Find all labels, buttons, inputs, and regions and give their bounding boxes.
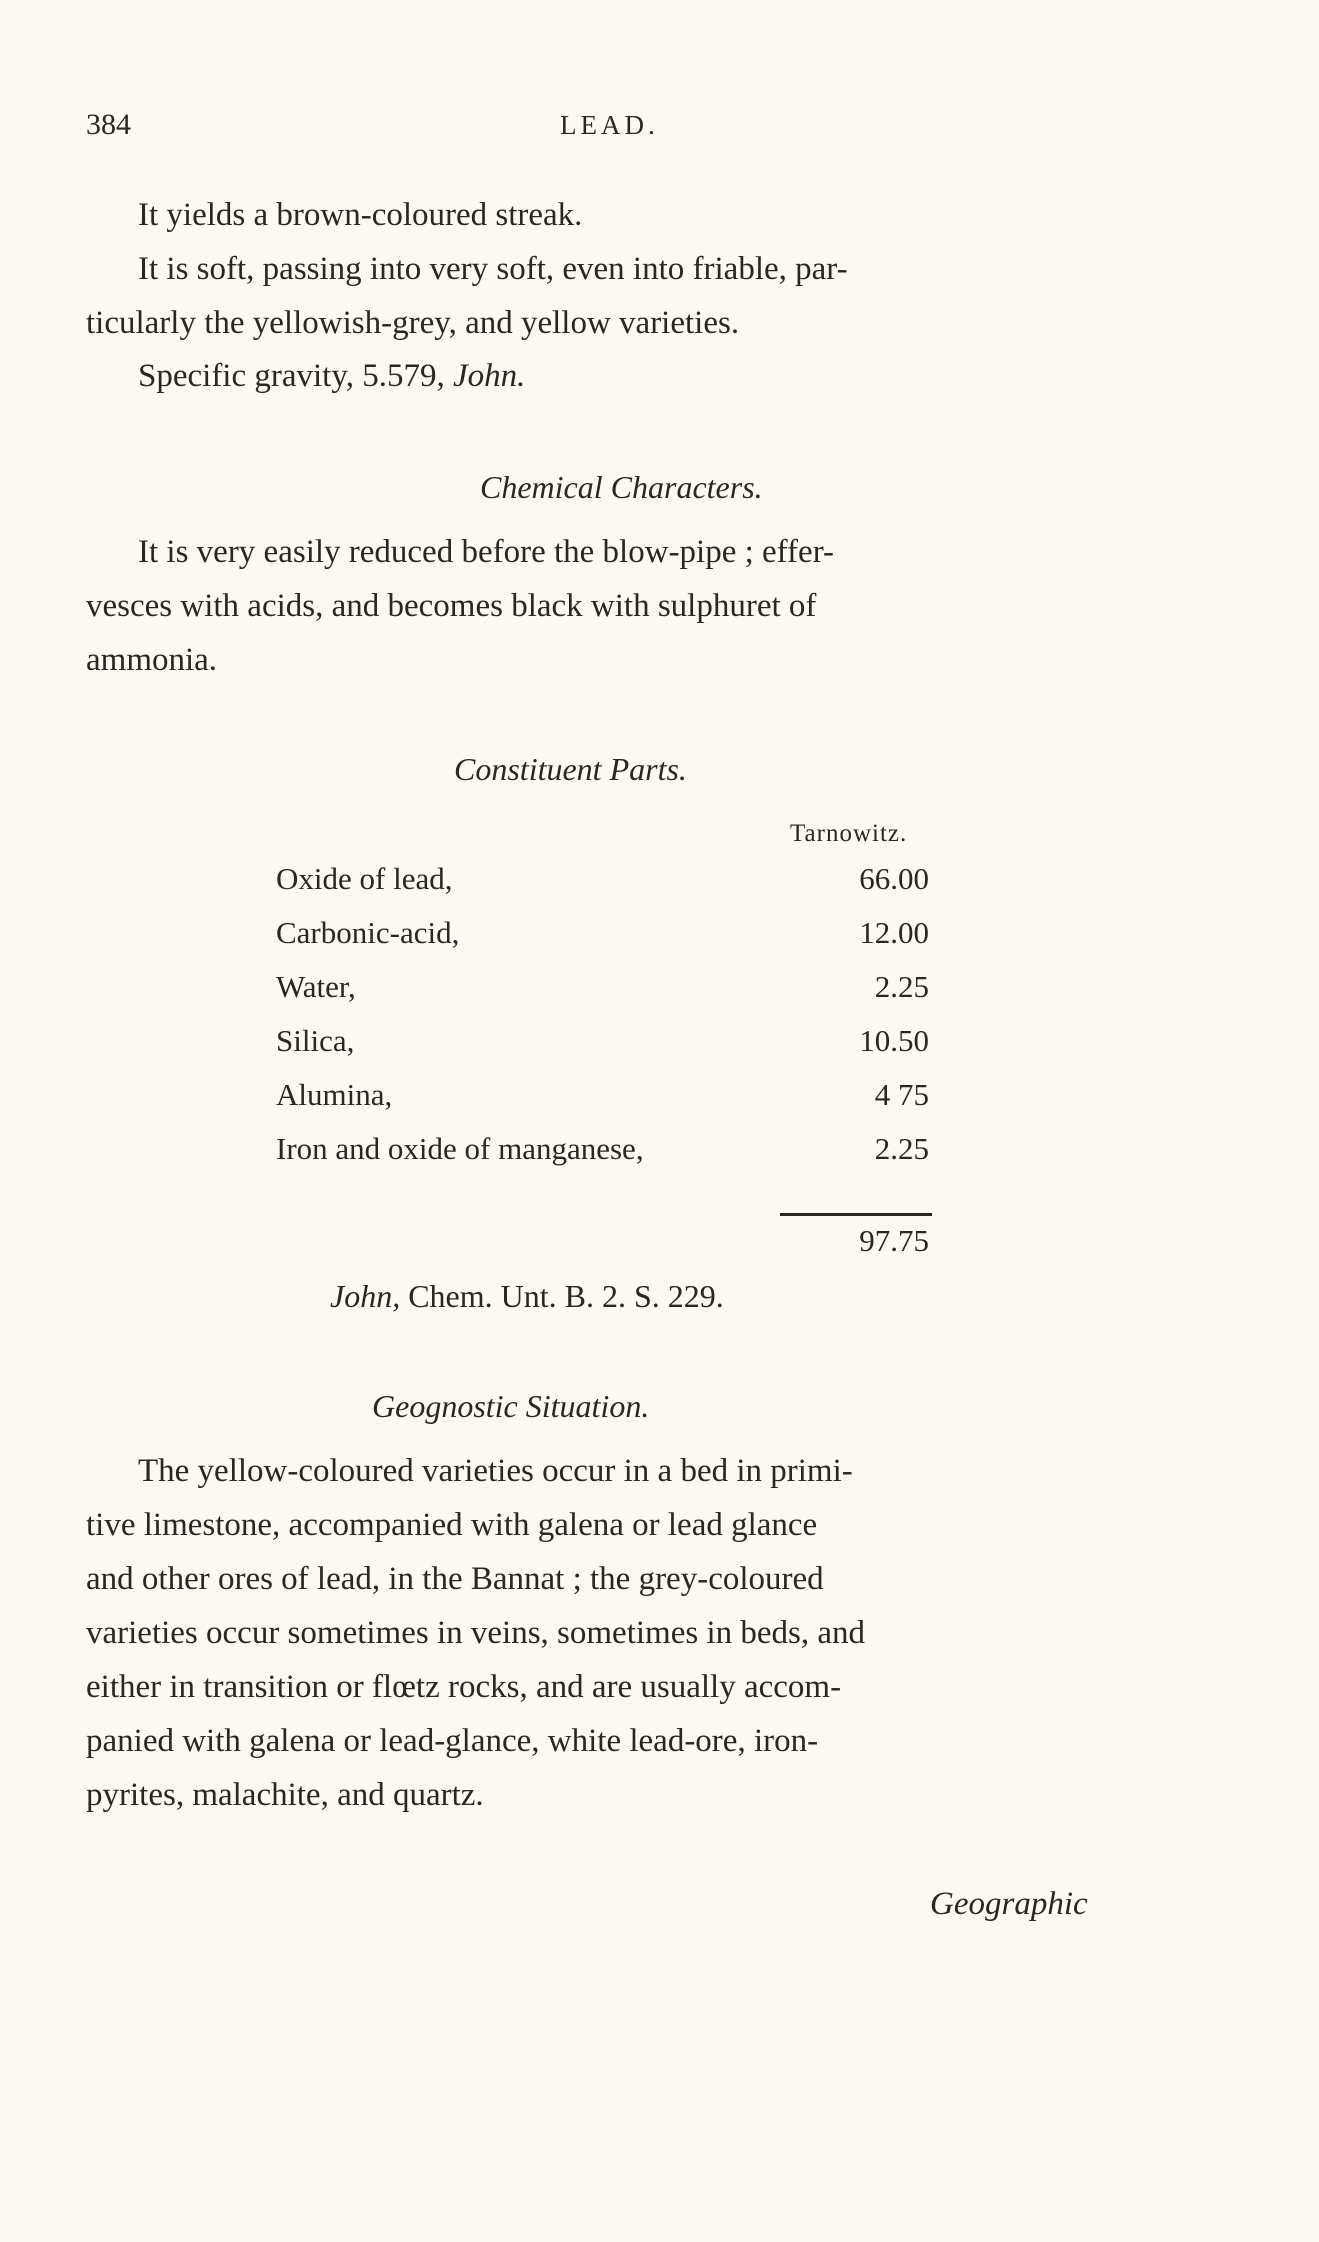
geognostic-line-5: either in transition or flœtz rocks, and are usually accom- [86,1669,842,1705]
geognostic-line-7: pyrites, malachite, and quartz. [86,1777,484,1813]
citation [330,1280,724,1312]
constituent-value: 66.00 [859,861,929,896]
citation-author: John, [330,1278,401,1314]
page-number: 384 [86,108,131,141]
intro-line-1: It yields a brown-coloured streak. [138,197,583,233]
table-row [0,1077,1319,1117]
chemical-line-2: vesces with acids, and becomes black with sulphuret of [86,588,817,624]
table-row [0,915,1319,955]
geognostic-line-3: and other ores of lead, in the Bannat ; the grey-coloured [86,1561,824,1597]
geognostic-line-1: The yellow-coloured varieties occur in a bed in primi- [138,1453,853,1489]
constituent-name: Iron and oxide of manganese, [276,1131,644,1166]
constituent-name: Silica, [276,1023,355,1058]
intro-line-2: It is soft, passing into very soft, even into friable, par- [138,251,848,287]
chemical-heading: Chemical Characters. [480,469,763,505]
running-title: LEAD. [560,110,659,140]
constituent-value: 2.25 [874,1131,929,1166]
specific-gravity-author: John. [452,358,526,394]
table-row [0,1131,1319,1171]
constituent-name: Carbonic-acid, [276,915,460,950]
geognostic-line-6: panied with galena or lead-glance, white lead-ore, iron- [86,1723,819,1759]
constituent-value: 12.00 [859,915,929,950]
constituent-heading: Constituent Parts. [454,751,687,787]
geognostic-line-4: varieties occur sometimes in veins, sometimes in beds, and [86,1615,865,1651]
table-row [0,1023,1319,1063]
chemical-line-1: It is very easily reduced before the blow-pipe ; effer- [138,534,835,570]
geognostic-heading: Geognostic Situation. [372,1388,650,1424]
specific-gravity-text: Specific gravity, 5.579, [138,358,445,394]
intro-line-4 [138,360,525,393]
constituent-value: 2.25 [874,969,929,1004]
intro-line-3: ticularly the yellowish-grey, and yellow varieties. [86,305,740,341]
geognostic-line-2: tive limestone, accompanied with galena or lead glance [86,1507,818,1543]
chemical-line-3: ammonia. [86,642,218,678]
catchword: Geographic [930,1886,1088,1922]
table-row [0,969,1319,1009]
citation-text: Chem. Unt. B. 2. S. 229. [408,1278,724,1314]
constituent-name: Water, [276,969,356,1004]
constituent-name: Alumina, [276,1077,393,1112]
table-row [0,861,1319,901]
total-value: 97.75 [859,1223,929,1258]
constituent-value: 4 75 [874,1077,929,1112]
constituent-value: 10.50 [859,1023,929,1058]
sum-rule [780,1213,932,1216]
constituent-name: Oxide of lead, [276,861,453,896]
locality-label: Tarnowitz. [790,820,908,847]
total-row [0,1223,1319,1263]
